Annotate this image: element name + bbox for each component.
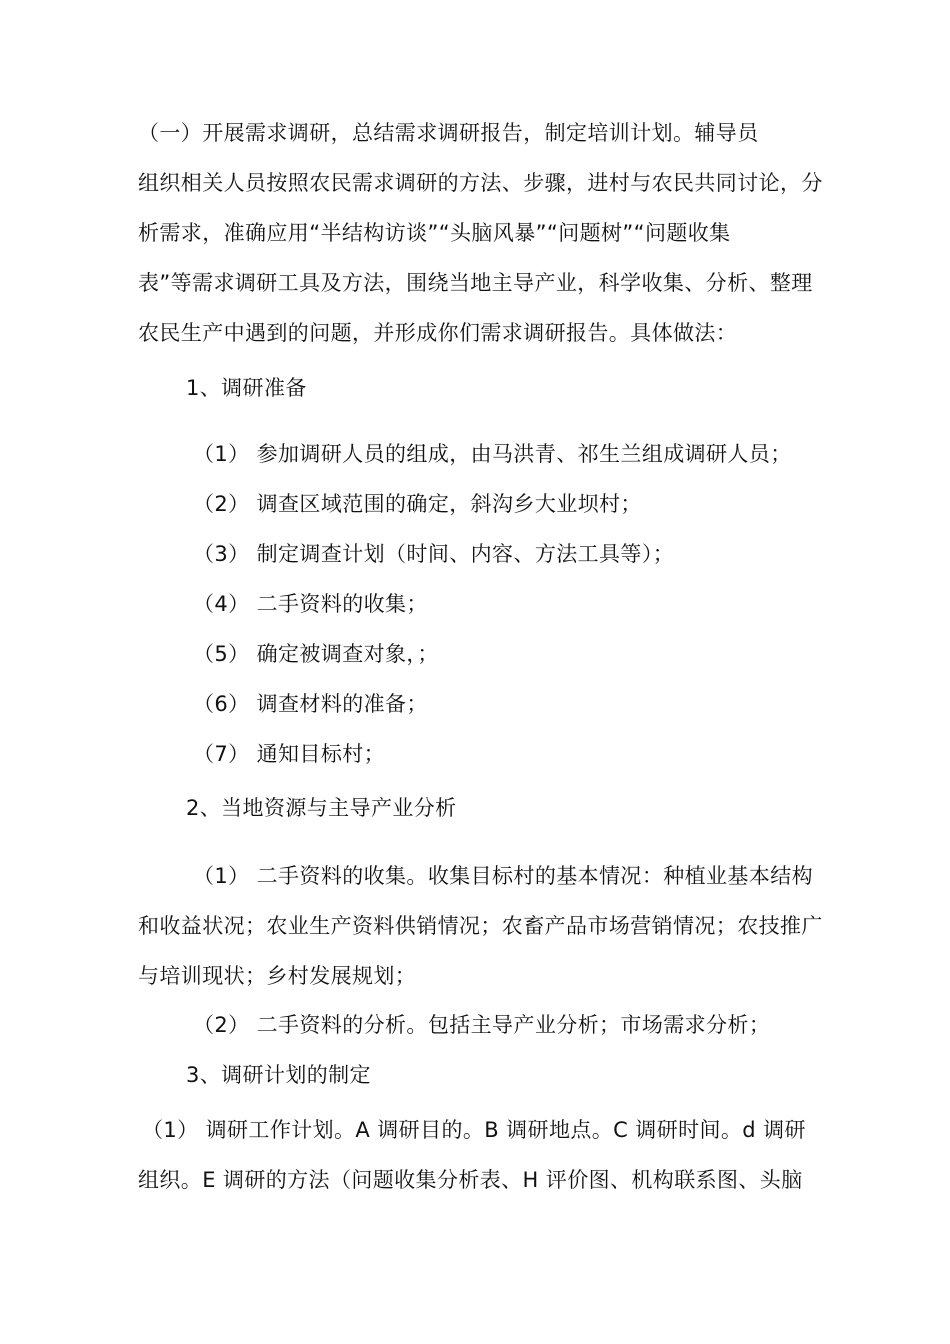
intro-line-3: 析需求，准确应用“半结构访谈”“头脑风暴”“问题树”“问题收集 (138, 221, 731, 245)
intro-line-5: 农民生产中遇到的问题，并形成你们需求调研报告。具体做法： (138, 321, 738, 345)
prep-item-1: （1） 参加调研人员的组成，由马洪青、祁生兰组成调研人员； (193, 442, 792, 466)
prep-item-3: （3） 制定调查计划（时间、内容、方法工具等）； (193, 542, 675, 566)
prep-item-5: （5） 确定被调查对象，； (193, 642, 439, 666)
prep-item-2: （2） 调查区域范围的确定，斜沟乡大业坝村； (193, 492, 642, 516)
plan-line-1: （1） 调研工作计划。A 调研目的。B 调研地点。C 调研时间。d 调研 (142, 1118, 806, 1142)
intro-line-1: （一）开展需求调研，总结需求调研报告，制定培训计划。辅导员 (138, 121, 759, 145)
section-heading-3: 3、调研计划的制定 (186, 1063, 371, 1087)
analysis-item-1-line-2: 和收益状况；农业生产资料供销情况；农畜产品市场营销情况；农技推广 (138, 914, 823, 938)
plan-line-2: 组织。E 调研的方法（问题收集分析表、H 评价图、机构联系图、头脑 (138, 1168, 803, 1192)
prep-item-6: （6） 调查材料的准备； (193, 692, 428, 716)
analysis-item-2: （2） 二手资料的分析。包括主导产业分析；市场需求分析； (193, 1013, 771, 1037)
section-heading-2: 2、当地资源与主导产业分析 (186, 796, 457, 820)
prep-item-7: （7） 通知目标村； (193, 742, 386, 766)
prep-item-4: （4） 二手资料的收集； (193, 592, 428, 616)
analysis-item-1-line-1: （1） 二手资料的收集。收集目标村的基本情况：种植业基本结构 (193, 864, 814, 888)
intro-line-4: 表”等需求调研工具及方法，围绕当地主导产业，科学收集、分析、整理 (138, 271, 813, 295)
intro-line-2: 组织相关人员按照农民需求调研的方法、步骤，进村与农民共同讨论，分 (138, 171, 823, 195)
analysis-item-1-line-3: 与培训现状；乡村发展规划； (138, 964, 417, 988)
section-heading-1: 1、调研准备 (186, 376, 307, 400)
